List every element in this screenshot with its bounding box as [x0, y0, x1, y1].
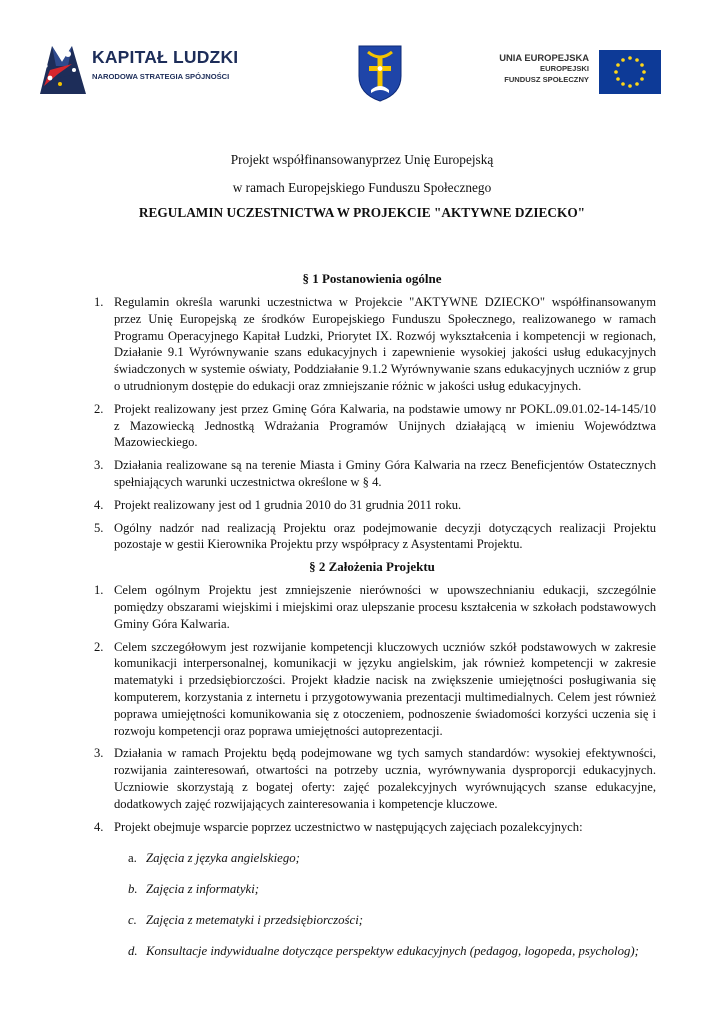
subitem-text: Zajęcia z języka angielskiego;: [146, 851, 300, 866]
item-text: Regulamin określa warunki uczestnictwa w Projekcie "AKTYWNE DZIECKO" współfinansowanym przez Unię Europejską ze środków Europejskiego Funduszu Społecznego, realizowanego w ramach Programu Operacyjnego Kapitał Ludzki, Priorytet IX. Rozwój wykształcenia i kompetencji w regionach, Działanie 9.1 Wyrównywanie szans edukacyjnych i zapewnienie wysokiej jakości usług edukacyjnych świadczonych w systemie oświaty, Poddziałanie 9.1.2 Wyrównywanie szans edukacyjnych uczniów z grup o utrudnionym dostępie do edukacji oraz zmniejszanie różnic w jakości usług edukacyjnych.: [114, 295, 656, 393]
list-item: [88, 639, 656, 740]
eu-line-1: UNIA EUROPEJSKA: [499, 52, 589, 63]
eu-line-3: FUNDUSZ SPOŁECZNY: [504, 75, 589, 84]
list-item: [88, 745, 656, 812]
subitem-letter: b.: [128, 882, 138, 897]
subitem-text: Konsultacje indywidualne dotyczące perspektyw edukacyjnych (pedagog, logopeda, psycholog);: [146, 944, 639, 959]
subitem-letter: d.: [128, 944, 138, 959]
eu-text: [497, 52, 589, 85]
eu-line-2: EUROPEJSKI: [540, 64, 589, 73]
header-line-1: Projekt współfinansowanyprzez Unię Europejską: [230, 152, 494, 167]
kapital-ludzki-subtitle: NARODOWA STRATEGIA SPÓJNOŚCI: [92, 72, 230, 81]
list-item: [88, 294, 656, 395]
eu-flag-icon: [599, 50, 661, 94]
item-number: 2.: [94, 639, 104, 654]
subitem-letter: a.: [128, 851, 137, 866]
item-text: Działania realizowane są na terenie Miasta i Gminy Góra Kalwaria na rzecz Beneficjentów Ostatecznych spełniających warunki uczestnictwa określone w § 4.: [114, 458, 656, 489]
kapital-ludzki-emblem-icon: [38, 40, 88, 94]
header-line-2: w ramach Europejskiego Funduszu Społecznego: [232, 180, 492, 195]
list-item: [88, 520, 656, 554]
item-text: Projekt obejmuje wsparcie poprzez uczestnictwo w następujących zajęciach pozalekcyjnych:: [114, 819, 583, 834]
document-title: REGULAMIN UCZESTNICTWA W PROJEKCIE "AKTYWNE DZIECKO": [138, 205, 586, 220]
coat-of-arms-icon: [357, 44, 403, 102]
item-text: Projekt realizowany jest przez Gminę Góra Kalwaria, na podstawie umowy nr POKL.09.01.02-14-145/10 z Mazowiecką Jednostką Wdrażania Programów Unijnych działającą w imieniu Województwa Mazowieckiego.: [114, 401, 656, 450]
item-number: 4.: [94, 819, 104, 834]
item-number: 2.: [94, 401, 104, 416]
list-item: [88, 497, 656, 514]
kapital-ludzki-logo: [38, 40, 239, 94]
section-1-list: [88, 294, 656, 553]
section-2-list: [88, 582, 656, 835]
item-number: 3.: [94, 746, 104, 761]
subitem-letter: c.: [128, 913, 137, 928]
item-text: Celem szczegółowym jest rozwijanie kompetencji kluczowych uczniów szkół podstawowych w zakresie komunikacji interpersonalnej, komunikacji w języku angielskim, jak również kompetencji w zakresie matematyki i przedsiębiorczości. Projekt kładzie nacisk na zwiększenie umiejętności posługiwania się komputerem, korzystania z internetu i przygotowywania prezentacji multimedialnych. Celem jest również poprawa umiejętności komunikowania się z otoczeniem, podnoszenie świadomości korzyści uczenia się i rozwoju kompetencji oraz poprawa umiejętności autoprezentacji.: [114, 639, 656, 738]
list-item: [88, 819, 656, 836]
list-item: [88, 401, 656, 451]
eu-logo: [497, 50, 687, 96]
item-number: 1.: [94, 295, 104, 309]
subitem: [88, 881, 656, 897]
item-text: Ogólny nadzór nad realizacją Projektu oraz podejmowanie decyzji dotyczących realizacji Projektu pozostaje w gestii Kierownika Projektu przy współpracy z Asystentami Projektu.: [114, 520, 656, 552]
list-item: [88, 582, 656, 632]
item-number: 5.: [94, 520, 104, 535]
item-number: 1.: [94, 583, 104, 598]
item-number: 4.: [94, 497, 104, 512]
section-1-heading: § 1 Postanowienia ogólne: [302, 271, 442, 286]
subitem: [88, 943, 656, 959]
subitem: [88, 912, 656, 928]
subitem-text: Zajęcia z informatyki;: [146, 882, 260, 897]
section-2-heading: § 2 Założenia Projektu: [309, 559, 435, 575]
subitem-list: [88, 850, 656, 959]
list-item: [88, 457, 656, 491]
subitem: [88, 850, 656, 866]
item-text: Celem ogólnym Projektu jest zmniejszenie nierówności w upowszechnianiu edukacji, szczególnie pomiędzy obszarami wiejskimi i miejskimi oraz ulepszanie procesu kształcenia w szkołach podstawowych Gminy Góra Kalwaria.: [114, 583, 656, 631]
kapital-ludzki-title: KAPITAŁ LUDZKI: [92, 47, 239, 67]
logo-header: [0, 0, 724, 120]
document-body: [88, 269, 656, 959]
item-number: 3.: [94, 458, 104, 473]
item-text: Działania w ramach Projektu będą podejmowane wg tych samych standardów: wysokiej efektywności, rozwijania zainteresowań, otwartości na potrzeby ucznia, wyrównywania dysproporcji edukacyjnych. Uczniowie skorzystają z bogatej oferty: zajęć pozalekcyjnych wyrównujących szanse edukacyjne, dodatkowych zajęć rozwijających zainteresowania i kompetencje kluczowe.: [114, 746, 656, 811]
subitem-text: Zajęcia z metematyki i przedsiębiorczości;: [146, 913, 364, 928]
item-text: Projekt realizowany jest od 1 grudnia 2010 do 31 grudnia 2011 roku.: [114, 497, 462, 512]
